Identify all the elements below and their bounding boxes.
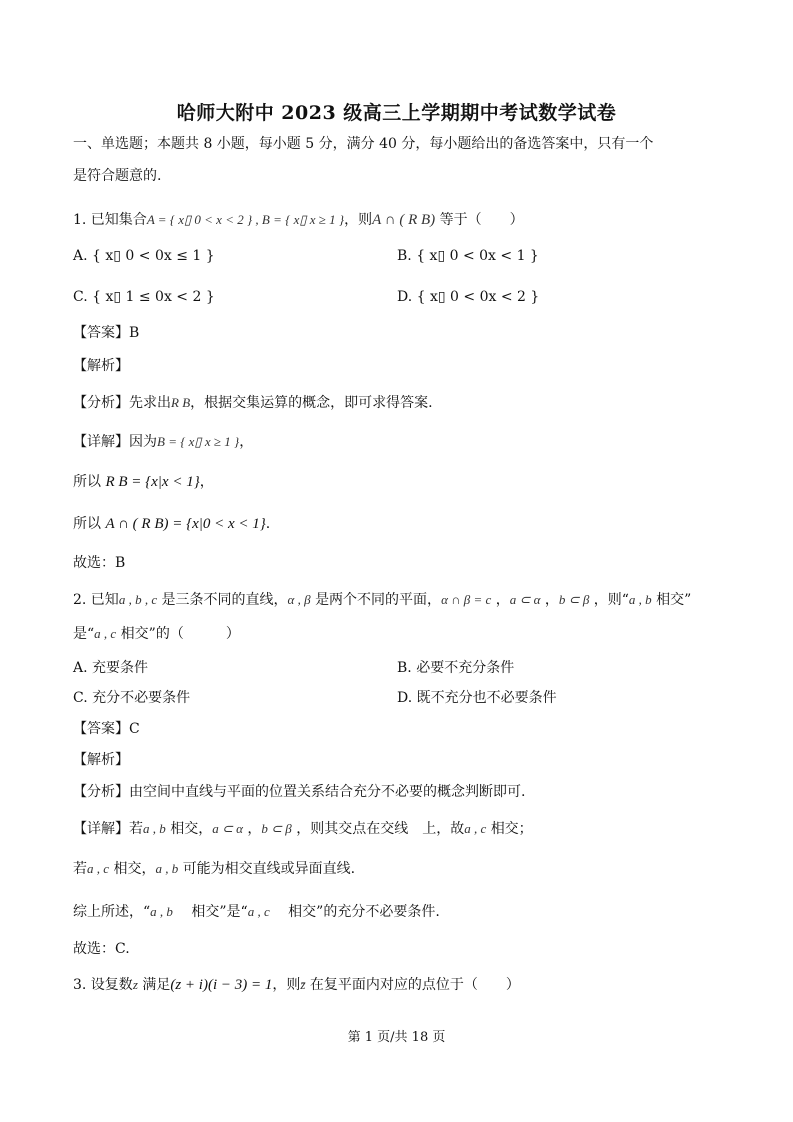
l2-math-2: a , b	[155, 861, 179, 876]
fenxi-text: 先求出	[129, 395, 171, 411]
q3-stem	[73, 975, 520, 995]
l3-math-2: a , c	[247, 904, 270, 919]
q2-math-3: α ∩ β = c	[441, 592, 492, 607]
so1-math: R B = {x|x < 1}	[105, 474, 200, 490]
q3-text-a: 3. 设复数	[73, 977, 133, 993]
detail-math-3: b ⊂ β	[261, 821, 292, 836]
q2-summary	[73, 902, 440, 922]
q2-math-2: α , β	[287, 592, 311, 607]
q3-text-d: 在复平面内对应的点位于（ ）	[309, 977, 520, 993]
q2-analysis-tag: 【解析】	[73, 752, 129, 768]
q2-text-f: ，则“	[593, 592, 629, 608]
fenxi-tag: 【分析】	[73, 784, 129, 800]
q2-text-b: 是三条不同的直线，	[161, 592, 288, 608]
q2-text-g: 相交”	[656, 592, 692, 608]
fenxi-text: 由空间中直线与平面的位置关系结合充分不必要的概念判断即可.	[129, 784, 526, 800]
q2-detail-line2	[73, 859, 355, 879]
q2-text-e: ，	[544, 592, 559, 608]
q1-option-a: A. { x▯ 0 < 0x ≤ 1 }	[73, 248, 215, 264]
q2-l2-math: a , c	[94, 626, 117, 641]
q2-option-a: A. 充要条件	[73, 660, 149, 676]
page-footer: 第 1 页/共 18 页	[347, 1030, 446, 1045]
q2-math-6: a , b	[628, 592, 652, 607]
q2-l2-text-b: 相交”的（ ）	[120, 626, 240, 642]
detail-math-2: a ⊂ α	[212, 821, 243, 836]
q2-stem-line2	[73, 624, 240, 644]
fenxi-math: R B	[171, 395, 191, 410]
detail-text2: ，	[239, 434, 254, 450]
q2-option-d: D. 既不充分也不必要条件	[397, 690, 557, 706]
q2-math-5: b ⊂ β	[558, 592, 590, 607]
q3-math-1: z	[132, 977, 138, 992]
q2-text-a: 2. 已知	[73, 592, 119, 608]
q2-option-b: B. 必要不充分条件	[397, 660, 515, 676]
detail-text-d: ，则其交点在交线 上，故	[296, 821, 465, 837]
l2-text-c: 可能为相交直线或异面直线.	[182, 861, 356, 877]
l2-math-1: a , c	[87, 861, 110, 876]
q2-answer	[73, 719, 140, 739]
q1-so1	[73, 472, 214, 492]
detail-math-4: a , c	[464, 821, 487, 836]
q3-text-b: 满足	[142, 977, 171, 993]
so2-math: A ∩ ( R B) = {x|0 < x < 1}	[105, 516, 266, 532]
detail-tag: 【详解】	[73, 434, 129, 450]
detail-text: 因为	[129, 434, 157, 450]
q3-text-c: ，则	[272, 977, 301, 993]
q1-analysis-tag: 【解析】	[73, 358, 129, 374]
detail-text-e: 相交；	[490, 821, 533, 837]
q2-fenxi	[73, 782, 525, 802]
q2-option-c: C. 充分不必要条件	[73, 690, 191, 706]
l2-text-b: 相交，	[113, 861, 156, 877]
q1-option-d: D. { x▯ 0 < 0x < 2 }	[397, 289, 540, 305]
l3-text-b: 相交”是“	[177, 904, 248, 920]
q1-stem	[73, 210, 524, 230]
fenxi-text2: ，根据交集运算的概念，即可求得答案.	[190, 395, 433, 411]
detail-tag: 【详解】	[73, 821, 129, 837]
q2-pick: 故选：C.	[73, 941, 130, 957]
section-intro-line1: 一、单选题；本题共 8 小题，每小题 5 分，满分 40 分，每小题给出的备选答案中，只有一个	[73, 136, 654, 152]
page-title: 哈师大附中 2023 级高三上学期期中考试数学试卷	[176, 102, 617, 124]
q1-stem-math: A = { x▯ 0 < x < 2 } , B = { x▯ x ≥ 1 }	[146, 212, 345, 227]
l3-text-c: 相交”的充分不必要条件.	[274, 904, 440, 920]
q2-l2-text-a: 是“	[73, 626, 95, 642]
q2-text-c: 是两个不同的平面，	[315, 592, 442, 608]
q2-detail	[73, 819, 533, 839]
q2-stem	[73, 590, 691, 610]
q1-answer	[73, 323, 139, 343]
q2-math-1: a , b , c	[118, 592, 158, 607]
detail-text-a: 若	[129, 821, 143, 837]
so2-text2: .	[265, 516, 271, 532]
detail-math-1: a , b	[143, 821, 166, 836]
q1-fenxi	[73, 393, 433, 413]
q3-math-3: z̄	[300, 977, 306, 992]
so1-text2: ，	[199, 474, 214, 490]
q1-stem-math2: A ∩ ( R B)	[372, 212, 436, 228]
q1-so2	[73, 514, 270, 534]
l3-text-a: 综上所述，“	[73, 904, 151, 920]
q1-option-c: C. { x▯ 1 ≤ 0x < 2 }	[73, 289, 215, 305]
q1-stem-text2: ，则	[344, 212, 373, 228]
q1-detail	[73, 432, 253, 452]
so1-text: 所以	[73, 474, 101, 490]
q3-math-2: (z + i)(i − 3) = 1	[170, 977, 273, 993]
section-intro-line2: 是符合题意的.	[73, 168, 162, 184]
so2-text: 所以	[73, 516, 101, 532]
answer-value: C	[129, 721, 140, 737]
l2-text-a: 若	[73, 861, 87, 877]
q2-math-4: a ⊂ α	[509, 592, 541, 607]
q1-stem-text: 1. 已知集合	[73, 212, 147, 228]
q1-stem-text3: 等于（ ）	[439, 212, 524, 228]
detail-math: B = { x▯ x ≥ 1 }	[157, 434, 240, 449]
detail-text-b: 相交，	[170, 821, 213, 837]
q2-text-d: ，	[495, 592, 510, 608]
q1-option-b: B. { x▯ 0 < 0x < 1 }	[397, 248, 539, 264]
answer-value: B	[129, 325, 140, 341]
answer-tag: 【答案】	[73, 721, 129, 737]
q1-pick: 故选：B	[73, 555, 126, 571]
l3-math-1: a , b	[150, 904, 173, 919]
answer-tag: 【答案】	[73, 325, 129, 341]
fenxi-tag: 【分析】	[73, 395, 129, 411]
detail-text-c: ，	[247, 821, 262, 837]
